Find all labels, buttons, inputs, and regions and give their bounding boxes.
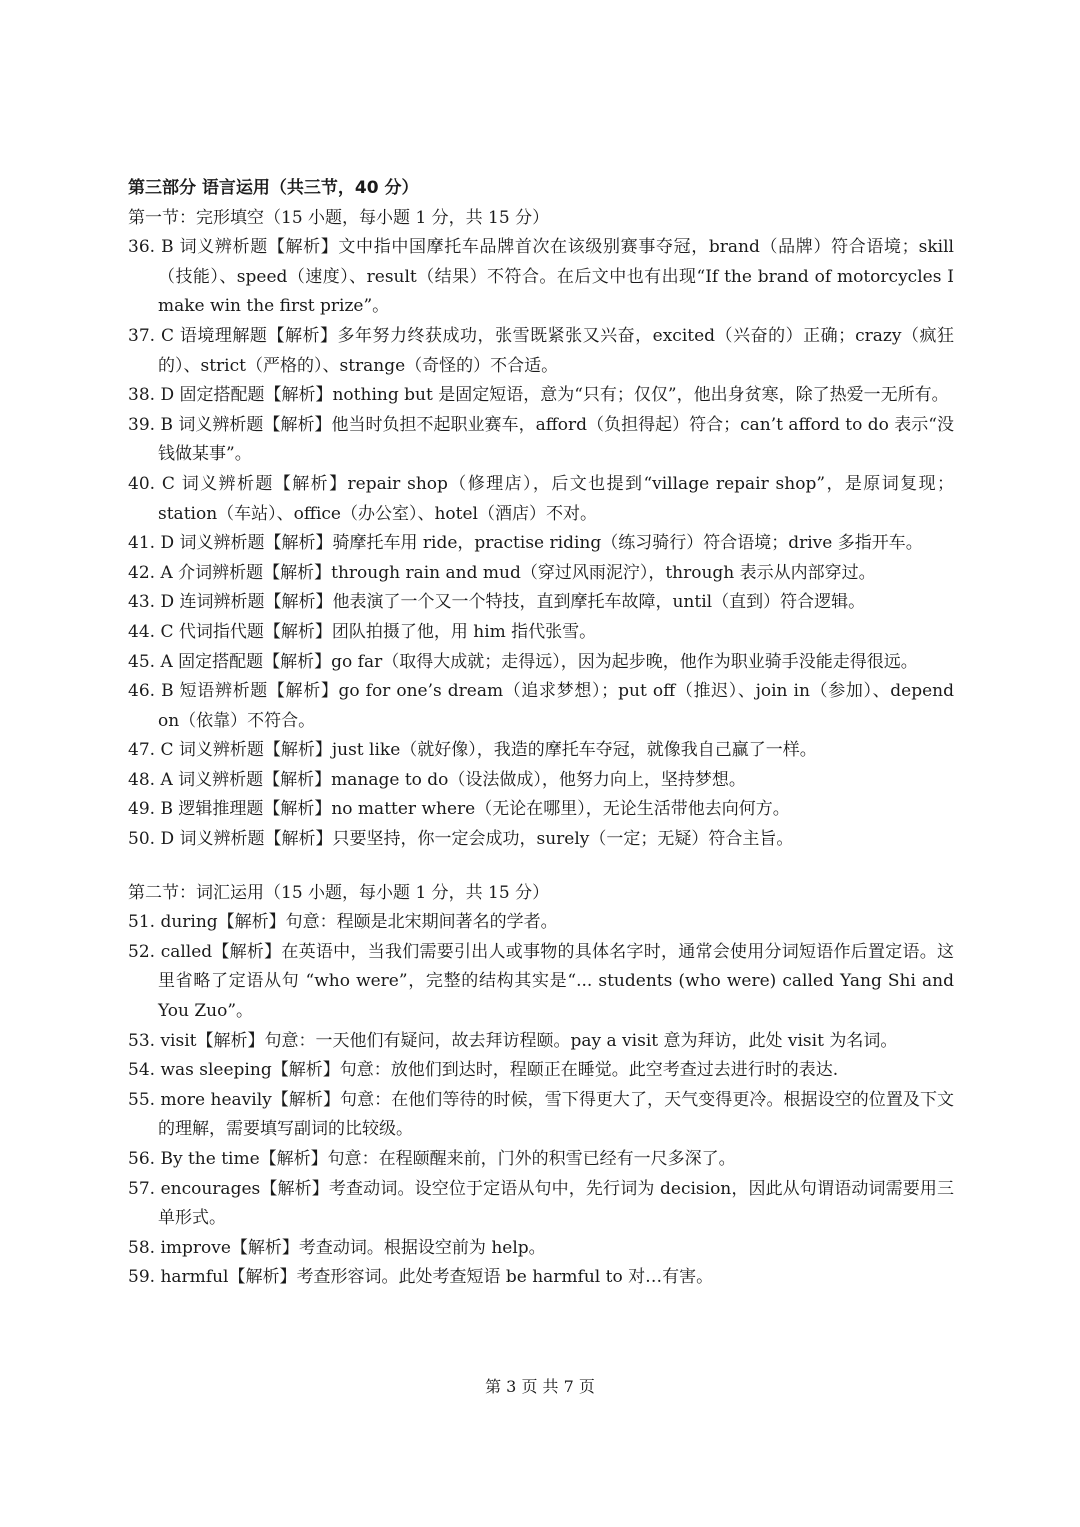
answer-explanation: C 词义辨析题【解析】repair shop（修理店），后文也提到“village repair shop”，是原词复现；station（车站）、office（办公室）、hotel（酒店）不对。	[158, 473, 954, 524]
section-2-title: 第二节：词汇运用（15 小题，每小题 1 分，共 15 分）	[128, 882, 550, 903]
question-number: 57.	[128, 1178, 156, 1199]
question-number: 36.	[128, 237, 156, 258]
answer-explanation: A 固定搭配题【解析】go far（取得大成就；走得远），因为起步晚，他作为职业骑手没能走得很远。	[160, 651, 918, 672]
answer-item	[128, 529, 954, 559]
question-number: 51.	[128, 912, 156, 933]
question-number: 59.	[128, 1267, 156, 1288]
answer-item	[128, 677, 954, 736]
answer-item	[128, 825, 954, 855]
question-number: 58.	[128, 1237, 156, 1258]
answer-item	[128, 1027, 954, 1057]
question-number: 56.	[128, 1149, 156, 1169]
question-number: 52.	[128, 941, 156, 962]
answer-explanation: D 词义辨析题【解析】骑摩托车用 ride，practise riding（练习骑行）符合语境；drive 多指开车。	[160, 533, 923, 554]
answer-item	[128, 618, 954, 648]
answer-item	[128, 766, 954, 796]
question-number: 53.	[128, 1030, 156, 1051]
answer-explanation: B 逻辑推理题【解析】no matter where（无论在哪里），无论生活带他去向何方。	[160, 799, 790, 820]
answer-item	[128, 559, 954, 589]
question-number: 44.	[128, 621, 156, 642]
answer-item	[128, 1145, 954, 1175]
question-number: 41.	[128, 533, 156, 554]
answer-explanation: B 词义辨析题【解析】文中指中国摩托车品牌首次在该级别赛事夺冠，brand（品牌）符合语境；skill（技能）、speed（速度）、result（结果）不符合。在后文中也有出现“If the brand of motorcycles I make win the first prize”。	[158, 237, 954, 317]
answer-explanation: By the time【解析】句意：在程颐醒来前，门外的积雪已经有一尺多深了。	[160, 1149, 736, 1169]
answer-explanation: harmful【解析】考查形容词。此处考查短语 be harmful to 对…有害。	[160, 1267, 714, 1288]
page-number-footer: 第 3 页 共 7 页	[485, 1377, 595, 1396]
answer-explanation: encourages【解析】考查动词。设空位于定语从句中，先行词为 decision，因此从句谓语动词需要用三单形式。	[158, 1178, 954, 1229]
answer-item	[128, 908, 954, 938]
answer-item	[128, 938, 954, 1027]
question-number: 48.	[128, 769, 156, 790]
answer-item	[128, 648, 954, 678]
answer-explanation: during【解析】句意：程颐是北宋期间著名的学者。	[160, 912, 558, 933]
answer-explanation: C 词义辨析题【解析】just like（就好像），我造的摩托车夺冠，就像我自己赢了一样。	[160, 740, 817, 761]
section-2-list	[128, 908, 954, 1293]
answer-item	[128, 1263, 954, 1293]
answer-explanation: C 语境理解题【解析】多年努力终获成功，张雪既紧张又兴奋，excited（兴奋的）正确；crazy（疯狂的）、strict（严格的）、strange（奇怪的）不合适。	[158, 325, 954, 376]
answer-item	[128, 470, 954, 529]
answer-item	[128, 322, 954, 381]
answer-item	[128, 233, 954, 322]
question-number: 43.	[128, 592, 156, 613]
answer-item	[128, 736, 954, 766]
answer-item	[128, 1056, 954, 1086]
answer-explanation: D 连词辨析题【解析】他表演了一个又一个特技，直到摩托车故障，until（直到）符合逻辑。	[160, 592, 866, 613]
question-number: 38.	[128, 385, 156, 406]
answer-item	[128, 411, 954, 470]
answer-item	[128, 1175, 954, 1234]
answer-item	[128, 1234, 954, 1264]
part-title: 第三部分 语言运用（共三节，40 分）	[128, 178, 419, 198]
answer-explanation: improve【解析】考查动词。根据设空前为 help。	[160, 1237, 546, 1258]
answer-explanation: was sleeping【解析】句意：放他们到达时，程颐正在睡觉。此空考查过去进行时的表达.	[160, 1060, 839, 1081]
answer-item	[128, 381, 954, 411]
question-number: 46.	[128, 681, 156, 702]
section-1-list	[128, 233, 954, 854]
answer-key-content	[128, 174, 954, 1293]
answer-explanation: D 固定搭配题【解析】nothing but 是固定短语，意为“只有；仅仅”，他出身贫寒，除了热爱一无所有。	[160, 385, 949, 406]
answer-explanation: called【解析】在英语中，当我们需要引出人或事物的具体名字时，通常会使用分词短语作后置定语。这里省略了定语从句 “who were”，完整的结构其实是“... students (who were) called Yang Shi and You Zuo”。	[158, 941, 954, 1022]
question-number: 45.	[128, 651, 156, 672]
section-1-title: 第一节：完形填空（15 小题，每小题 1 分，共 15 分）	[128, 207, 550, 228]
question-number: 49.	[128, 799, 156, 820]
answer-explanation: C 代词指代题【解析】团队拍摄了他，用 him 指代张雪。	[160, 621, 597, 642]
question-number: 55.	[128, 1089, 156, 1110]
section-gap	[128, 855, 954, 879]
answer-explanation: B 短语辨析题【解析】go for one’s dream（追求梦想）；put off（推迟）、join in（参加）、depend on（依靠）不符合。	[158, 681, 954, 731]
answer-item	[128, 1086, 954, 1145]
question-number: 50.	[128, 829, 156, 850]
question-number: 40.	[128, 473, 156, 494]
answer-item	[128, 795, 954, 825]
answer-explanation: A 词义辨析题【解析】manage to do（设法做成），他努力向上，坚持梦想。	[160, 769, 746, 790]
question-number: 42.	[128, 562, 156, 583]
question-number: 39.	[128, 414, 156, 435]
answer-explanation: more heavily【解析】句意：在他们等待的时候，雪下得更大了，天气变得更冷。根据设空的位置及下文的理解，需要填写副词的比较级。	[158, 1089, 955, 1140]
answer-explanation: A 介词辨析题【解析】through rain and mud（穿过风雨泥泞），through 表示从内部穿过。	[160, 562, 876, 583]
answer-explanation: D 词义辨析题【解析】只要坚持，你一定会成功，surely（一定；无疑）符合主旨。	[160, 829, 794, 850]
answer-item	[128, 588, 954, 618]
answer-explanation: visit【解析】句意：一天他们有疑问，故去拜访程颐。pay a visit 意为拜访，此处 visit 为名词。	[160, 1030, 898, 1051]
question-number: 54.	[128, 1060, 156, 1081]
question-number: 47.	[128, 740, 156, 761]
question-number: 37.	[128, 325, 156, 346]
answer-explanation: B 词义辨析题【解析】他当时负担不起职业赛车，afford（负担得起）符合；can’t afford to do 表示“没钱做某事”。	[158, 414, 955, 465]
